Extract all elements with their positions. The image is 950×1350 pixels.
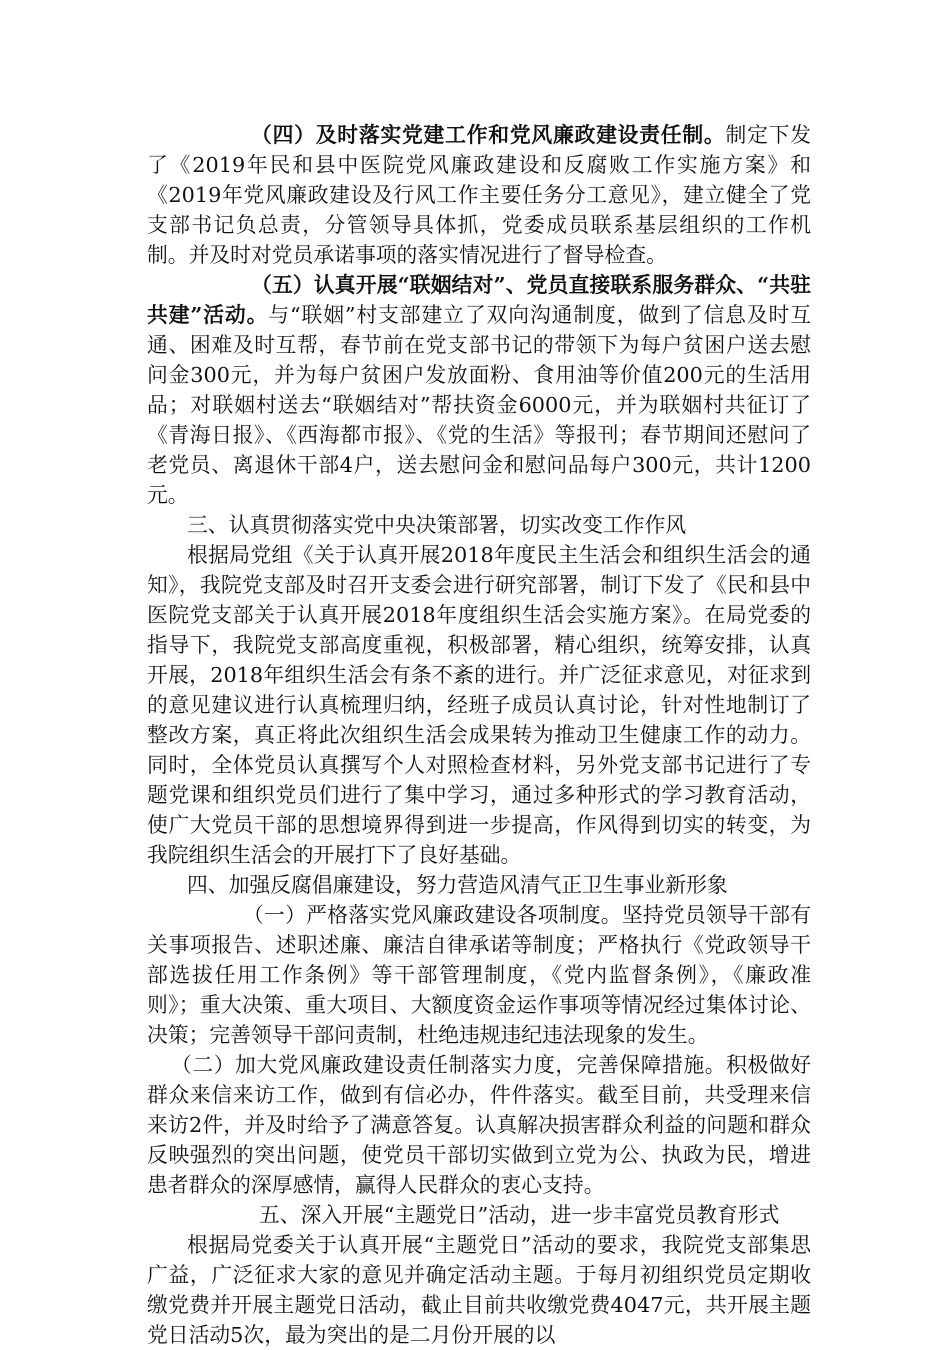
paragraph-three-body: 根据局党组《关于认真开展2018年度民主生活会和组织生活会的通知》，我院党支部及时召开支委会进行研究部署，制订下发了《民和县中医院党支部关于认真开展2018年度组织生活会实施方案》。在局党委的指导下，我院党支部高度重视，积极部署，精心组织，统筹安排，认真开展，2018年组织生活会有条不紊的进行。并广泛征求意见，对征求到的意见建议进行认真梳理归纳，经班子成员认真讨论，针对性地制订了整改方案，真正将此次组织生活会成果转为推动卫生健康工作的动力。同时，全体党员认真撰写个人对照检查材料，另外党支部书记进行了专题党课和组织党员们进行了集中学习，通过多种形式的学习教育活动，使广大党员干部的思想境界得到进一步提高，作风得到切实的转变，为我院组织生活会的开展打下了良好基础。 (147, 543, 811, 867)
section-heading-four: 四、加强反腐倡廉建设，努力营造风清气正卫生事业新形象 (187, 873, 728, 897)
paragraph-five-body: 根据局党委关于认真开展“主题党日”活动的要求，我院党支部集思广益，广泛征求大家的意见并确定活动主题。于每月初组织党员定期收缴党费并开展主题党日活动，截止目前共收缴党费4047元，共开展主题党日活动5次，最为突出的是二月份开展的以 (147, 1233, 811, 1347)
paragraph-5-body: 与“联姻”村支部建立了双向沟通制度，做到了信息及时互通、困难及时互帮，春节前在党支部书记的带领下为每户贫困户送去慰问金300元，并为每户贫困户发放面粉、食用油等价值200元的生活用品；对联姻村送去“联姻结对”帮扶资金6000元，并为联姻村共征订了《青海日报》、《西海都市报》、《党的生活》等报刊；春节期间还慰问了老党员、离退休干部4户，送去慰问金和慰问品每户300元，共计1200元。 (147, 303, 812, 507)
section-heading-three: 三、认真贯彻落实党中央决策部署，切实改变工作作风 (187, 513, 687, 537)
paragraph-four-2: （二）加大党风廉政建设责任制落实力度，完善保障措施。积极做好群众来信来访工作，做到有信必办，件件落实。截至目前，共受理来信来访2件，并及时给予了满意答复。认真解决损害群众利益的问题和群众反映强烈的突出问题，使党员干部切实做到立党为公、执政为民，增进患者群众的深厚感情，赢得人民群众的衷心支持。 (147, 1053, 811, 1197)
document-page (147, 120, 811, 1350)
paragraph-four-1: （一）严格落实党风廉政建设各项制度。坚持党员领导干部有关事项报告、述职述廉、廉洁自律承诺等制度；严格执行《党政领导干部选拔任用工作条例》等干部管理制度，《党内监督条例》，《廉政准则》；重大决策、重大项目、大额度资金运作事项等情况经过集体讨论、决策；完善领导干部问责制，杜绝违规违纪违法现象的发生。 (147, 903, 811, 1047)
section-heading-4: （四）及时落实党建工作和党风廉政建设责任制。 (251, 122, 726, 147)
paragraph-4 (147, 120, 811, 270)
paragraph-5 (147, 270, 811, 510)
section-heading-5: （五）认真开展“联姻结对”、党员直接联系服务群众、“共驻共建”活动。 (147, 272, 811, 327)
section-heading-five: 五、深入开展“主题党日”活动，进一步丰富党员教育形式 (259, 1203, 780, 1227)
paragraph-4-body: 制定下发了《2019年民和县中医院党风廉政建设和反腐败工作实施方案》和《2019年党风廉政建设及行风工作主要任务分工意见》，建立健全了党支部书记负总责，分管领导具体抓，党委成员联系基层组织的工作机制。并及时对党员承诺事项的落实情况进行了督导检查。 (147, 123, 812, 267)
